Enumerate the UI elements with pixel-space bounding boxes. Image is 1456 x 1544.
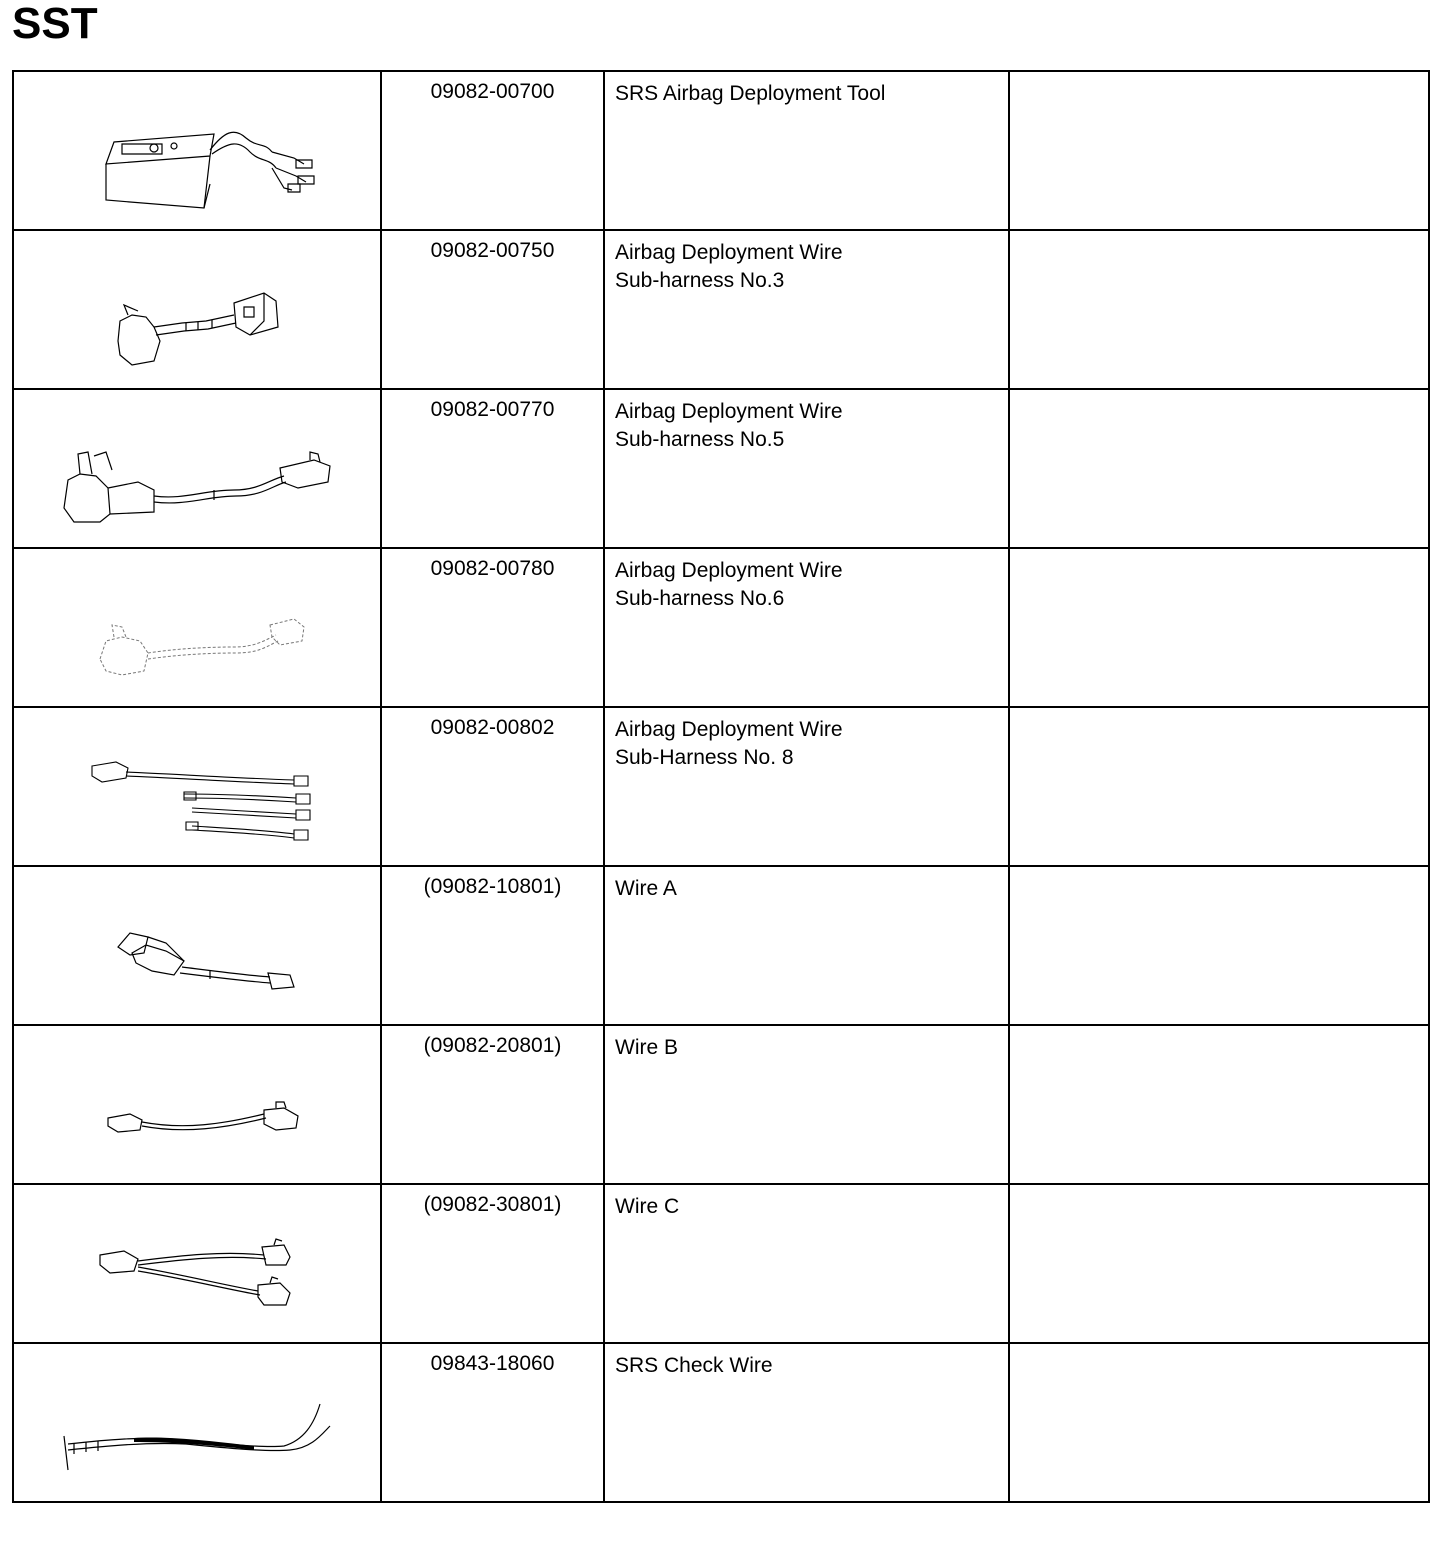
tool-illustration-cell xyxy=(13,707,381,866)
sub-harness-3-icon xyxy=(14,231,380,388)
note-cell xyxy=(1009,1025,1429,1184)
part-name xyxy=(604,71,1009,230)
part-name-line: Sub-harness No.6 xyxy=(615,587,785,610)
part-name xyxy=(604,230,1009,389)
part-name-line: SRS Check Wire xyxy=(615,1354,773,1377)
note-cell xyxy=(1009,548,1429,707)
table-row xyxy=(13,1343,1429,1502)
check-wire-icon xyxy=(14,1344,380,1501)
part-number: 09082-00700 xyxy=(381,71,604,230)
sst-table xyxy=(12,70,1430,1503)
part-number: (09082-20801) xyxy=(381,1025,604,1184)
table-row xyxy=(13,1184,1429,1343)
part-name-line: Airbag Deployment Wire xyxy=(615,718,843,741)
part-name-line: Airbag Deployment Wire xyxy=(615,241,843,264)
part-number: 09843-18060 xyxy=(381,1343,604,1502)
note-cell xyxy=(1009,1343,1429,1502)
part-name xyxy=(604,1025,1009,1184)
part-number: 09082-00802 xyxy=(381,707,604,866)
part-number: 09082-00780 xyxy=(381,548,604,707)
part-name-line: Wire C xyxy=(615,1195,680,1218)
tool-illustration-cell xyxy=(13,71,381,230)
table-row xyxy=(13,1025,1429,1184)
note-cell xyxy=(1009,707,1429,866)
part-name xyxy=(604,866,1009,1025)
wire-a-icon xyxy=(14,867,380,1024)
tool-illustration-cell xyxy=(13,1343,381,1502)
note-cell xyxy=(1009,230,1429,389)
part-number: 09082-00770 xyxy=(381,389,604,548)
deployment-tool-icon xyxy=(14,72,380,229)
page-title: SST xyxy=(12,0,98,48)
part-name-line: Wire A xyxy=(615,877,677,900)
table-row xyxy=(13,230,1429,389)
part-name xyxy=(604,548,1009,707)
part-number: (09082-30801) xyxy=(381,1184,604,1343)
part-name-line: SRS Airbag Deployment Tool xyxy=(615,82,886,105)
part-name xyxy=(604,389,1009,548)
tool-illustration-cell xyxy=(13,230,381,389)
part-name-line: Airbag Deployment Wire xyxy=(615,559,843,582)
part-name xyxy=(604,707,1009,866)
part-number: 09082-00750 xyxy=(381,230,604,389)
part-name xyxy=(604,1343,1009,1502)
part-name-line: Sub-Harness No. 8 xyxy=(615,746,794,769)
sub-harness-5-icon xyxy=(14,390,380,547)
part-number: (09082-10801) xyxy=(381,866,604,1025)
part-name-line: Airbag Deployment Wire xyxy=(615,400,843,423)
part-name-line: Sub-harness No.3 xyxy=(615,269,785,292)
wire-b-icon xyxy=(14,1026,380,1183)
tool-illustration-cell xyxy=(13,389,381,548)
tool-illustration-cell xyxy=(13,1025,381,1184)
part-name-line: Wire B xyxy=(615,1036,678,1059)
note-cell xyxy=(1009,71,1429,230)
tool-illustration-cell xyxy=(13,866,381,1025)
table-row xyxy=(13,707,1429,866)
wire-c-icon xyxy=(14,1185,380,1342)
table-row xyxy=(13,71,1429,230)
note-cell xyxy=(1009,866,1429,1025)
tool-illustration-cell xyxy=(13,1184,381,1343)
sub-harness-6-icon xyxy=(14,549,380,706)
table-row xyxy=(13,389,1429,548)
note-cell xyxy=(1009,389,1429,548)
note-cell xyxy=(1009,1184,1429,1343)
part-name xyxy=(604,1184,1009,1343)
tool-illustration-cell xyxy=(13,548,381,707)
part-name-line: Sub-harness No.5 xyxy=(615,428,785,451)
sub-harness-8-icon xyxy=(14,708,380,865)
table-row xyxy=(13,866,1429,1025)
table-row xyxy=(13,548,1429,707)
